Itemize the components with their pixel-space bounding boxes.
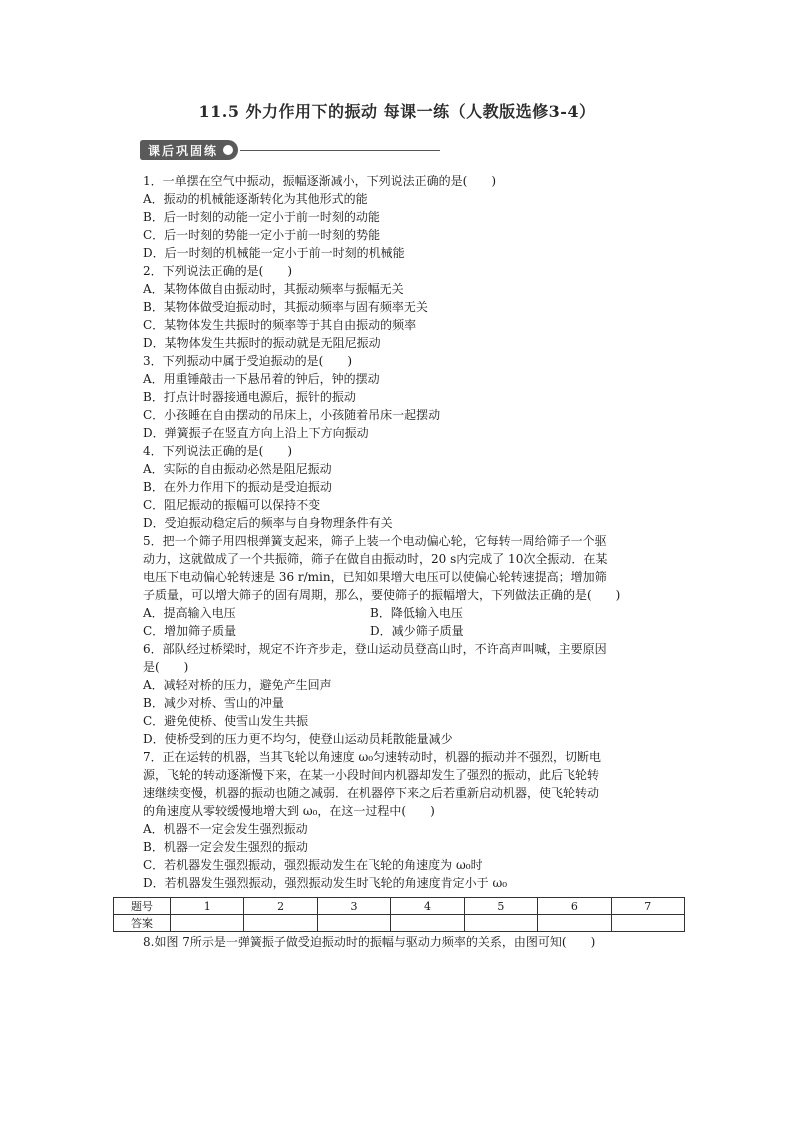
section-label: 课后巩固练 (148, 143, 219, 158)
question-5-options-row-1 (143, 604, 688, 622)
question-2-option-d: D．某物体发生共振时的振动就是无阻尼振动 (143, 336, 381, 350)
question-3-stem: 3．下列振动中属于受迫振动的是( ) (143, 354, 352, 368)
answer-table-header-label: 题号 (114, 898, 171, 915)
question-7-stem-line-1: 7．正在运转的机器，当其飞轮以角速度 ω₀匀速转动时，机器的振动并不强烈，切断电 (143, 750, 602, 764)
answer-table-number: 3 (317, 898, 390, 915)
question-3-option-a: A．用重锤敲击一下悬吊着的钟后，钟的摆动 (143, 372, 380, 386)
answer-table-number: 5 (464, 898, 537, 915)
question-8-stem: 8.如图 7所示是一弹簧振子做受迫振动时的振幅与驱动力频率的关系，由图可知( ) (143, 935, 596, 949)
question-1-option-b: B．后一时刻的动能一定小于前一时刻的动能 (143, 210, 380, 224)
question-list (143, 172, 688, 892)
question-4-option-d: D．受迫振动稳定后的频率与自身物理条件有关 (143, 516, 393, 530)
answer-table-answer-label: 答案 (114, 915, 171, 932)
question-3-option-d: D．弹簧振子在竖直方向上沿上下方向振动 (143, 426, 369, 440)
question-1-option-d: D．后一时刻的机械能一定小于前一时刻的机械能 (143, 246, 405, 260)
question-2-stem: 2．下列说法正确的是( ) (143, 264, 292, 278)
question-7-stem-line-3: 速继续变慢，机器的振动也随之减弱．在机器停下来之后若重新启动机器，使飞轮转动 (143, 786, 600, 800)
question-4-stem: 4．下列说法正确的是( ) (143, 444, 292, 458)
question-6-stem-line-1: 6．部队经过桥梁时，规定不许齐步走，登山运动员登高山时，不许高声叫喊，主要原因 (143, 642, 607, 656)
answer-table (113, 897, 685, 932)
question-5-stem-line-2: 动力，这就做成了一个共振筛，筛子在做自由振动时，20 s内完成了 10次全振动．在某 (143, 552, 608, 566)
section-divider (240, 150, 440, 151)
answer-cell[interactable] (611, 915, 684, 932)
question-6-option-b: B．减少对桥、雪山的冲量 (143, 696, 284, 710)
answer-table-answer-row (114, 915, 685, 932)
question-6-stem-line-2: 是( ) (143, 660, 189, 674)
question-6-option-c: C．避免使桥、使雪山发生共振 (143, 714, 309, 728)
question-7-stem-line-4: 的角速度从零较缓慢地增大到 ω₀，在这一过程中( ) (143, 804, 435, 818)
question-5-stem-line-1: 5．把一个筛子用四根弹簧支起来，筛子上装一个电动偏心轮，它每转一周给筛子一个驱 (143, 534, 607, 548)
question-5-stem-line-4: 子质量，可以增大筛子的固有周期，那么，要使筛子的振幅增大，下列做法正确的是( ) (143, 588, 621, 602)
question-5-option-a: A．提高输入电压 (143, 606, 236, 620)
question-3-option-b: B．打点计时器接通电源后，振针的振动 (143, 390, 356, 404)
question-3-option-c: C．小孩睡在自由摆动的吊床上，小孩随着吊床一起摆动 (143, 408, 441, 422)
question-7-stem-line-2: 源，飞轮的转动逐渐慢下来，在某一小段时间内机器却发生了强烈的振动，此后飞轮转 (143, 768, 600, 782)
question-5-option-b: B．降低输入电压 (370, 606, 463, 620)
answer-table-number: 7 (611, 898, 684, 915)
question-6-option-d: D．使桥受到的压力更不均匀，使登山运动员耗散能量减少 (143, 732, 453, 746)
answer-cell[interactable] (391, 915, 464, 932)
question-2-option-a: A．某物体做自由振动时，其振动频率与振幅无关 (143, 282, 404, 296)
question-4-option-b: B．在外力作用下的振动是受迫振动 (143, 480, 332, 494)
question-1-stem: 1．一单摆在空气中振动，振幅逐渐减小，下列说法正确的是( ) (143, 174, 497, 188)
question-5-stem-line-3: 电压下电动偏心轮转速是 36 r/min，已知如果增大电压可以使偏心轮转速提高；增加筛 (143, 570, 607, 584)
section-tag (140, 140, 238, 160)
answer-cell[interactable] (244, 915, 317, 932)
answer-table-number: 1 (171, 898, 244, 915)
question-7-option-d: D．若机器发生强烈振动，强烈振动发生时飞轮的角速度肯定小于 ω₀ (143, 876, 508, 890)
question-2-option-c: C．某物体发生共振时的频率等于其自由振动的频率 (143, 318, 417, 332)
question-7-option-c: C．若机器发生强烈振动，强烈振动发生在飞轮的角速度为 ω₀时 (143, 858, 483, 872)
page-title: 11.5 外力作用下的振动 每课一练（人教版选修3-4） (198, 102, 596, 121)
question-4-option-c: C．阻尼振动的振幅可以保持不变 (143, 498, 321, 512)
question-2-option-b: B．某物体做受迫振动时，其振动频率与固有频率无关 (143, 300, 428, 314)
question-5-option-c: C．增加筛子质量 (143, 624, 237, 638)
answer-cell[interactable] (317, 915, 390, 932)
question-4-option-a: A．实际的自由振动必然是阻尼振动 (143, 462, 332, 476)
answer-cell[interactable] (464, 915, 537, 932)
answer-cell[interactable] (538, 915, 611, 932)
question-5-option-d: D．减少筛子质量 (370, 624, 464, 638)
question-7-option-a: A．机器不一定会发生强烈振动 (143, 822, 308, 836)
answer-table-header-row (114, 898, 685, 915)
bullet-dot-icon (223, 145, 233, 155)
question-6-option-a: A．减轻对桥的压力，避免产生回声 (143, 678, 332, 692)
question-1-option-a: A．振动的机械能逐渐转化为其他形式的能 (143, 192, 368, 206)
answer-cell[interactable] (171, 915, 244, 932)
section-header (140, 139, 440, 161)
question-1-option-c: C．后一时刻的势能一定小于前一时刻的势能 (143, 228, 381, 242)
question-5-options-row-2 (143, 622, 688, 640)
answer-table-number: 4 (391, 898, 464, 915)
question-7-option-b: B．机器一定会发生强烈的振动 (143, 840, 308, 854)
answer-table-number: 2 (244, 898, 317, 915)
answer-table-number: 6 (538, 898, 611, 915)
